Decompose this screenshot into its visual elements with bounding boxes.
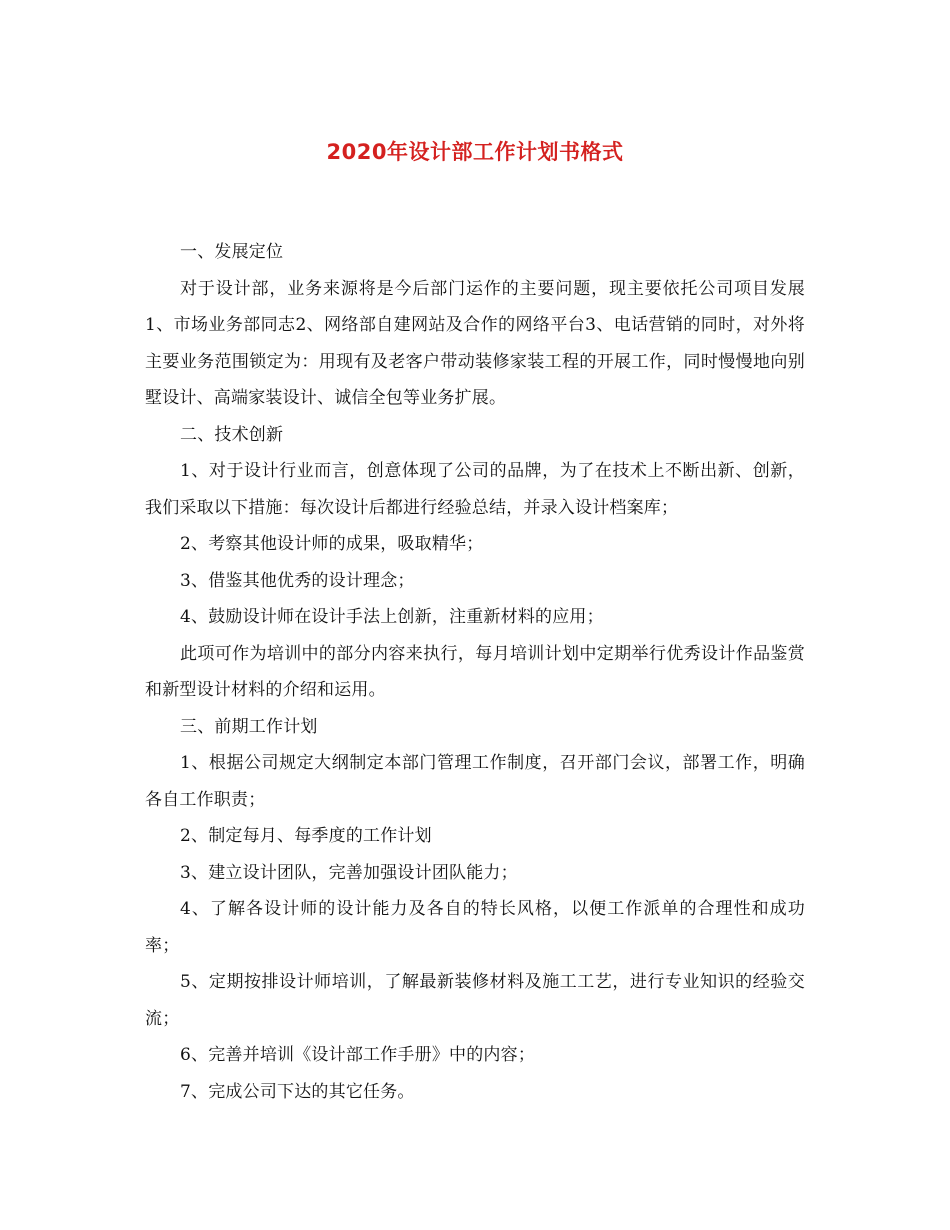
list-item: 1、根据公司规定大纲制定本部门管理工作制度，召开部门会议，部署工作，明确各自工作职责； bbox=[145, 753, 805, 810]
document-title: 2020年设计部工作计划书格式 bbox=[326, 140, 624, 164]
section-heading-development: 一、发展定位 bbox=[180, 242, 284, 262]
list-item: 3、借鉴其他优秀的设计理念； bbox=[180, 570, 415, 591]
list-item: 2、制定每月、每季度的工作计划 bbox=[180, 826, 432, 846]
section-heading-early-plan: 三、前期工作计划 bbox=[180, 716, 318, 737]
list-item: 3、建立设计团队，完善加强设计团队能力； bbox=[180, 862, 518, 883]
list-item: 4、鼓励设计师在设计手法上创新，注重新材料的应用； bbox=[180, 607, 604, 627]
section-heading-innovation: 二、技术创新 bbox=[180, 424, 284, 445]
list-item: 6、完善并培训《设计部工作手册》中的内容； bbox=[180, 1045, 536, 1065]
list-item: 4、了解各设计师的设计能力及各自的特长风格，以便工作派单的合理性和成功率； bbox=[145, 899, 805, 956]
list-item: 5、定期按排设计师培训，了解最新装修材料及施工工艺，进行专业知识的经验交流； bbox=[145, 972, 805, 1029]
paragraph: 对于设计部，业务来源将是今后部门运作的主要问题，现主要依托公司项目发展1、市场业务部同志2、网络部自建网站及合作的网络平台3、电话营销的同时，对外将主要业务范围锁定为：用现有及老客户带动装修家装工程的开展工作，同时慢慢地向别墅设计、高端家装设计、诚信全包等业务扩展。 bbox=[145, 278, 805, 408]
document-body bbox=[145, 234, 805, 1110]
paragraph: 此项可作为培训中的部分内容来执行，每月培训计划中定期举行优秀设计作品鉴赏和新型设计材料的介绍和运用。 bbox=[145, 643, 805, 700]
list-item: 2、考察其他设计师的成果，吸取精华； bbox=[180, 534, 484, 554]
list-item: 1、对于设计行业而言，创意体现了公司的品牌，为了在技术上不断出新、创新，我们采取以下措施：每次设计后都进行经验总结，并录入设计档案库； bbox=[145, 461, 805, 518]
list-item: 7、完成公司下达的其它任务。 bbox=[180, 1081, 415, 1102]
